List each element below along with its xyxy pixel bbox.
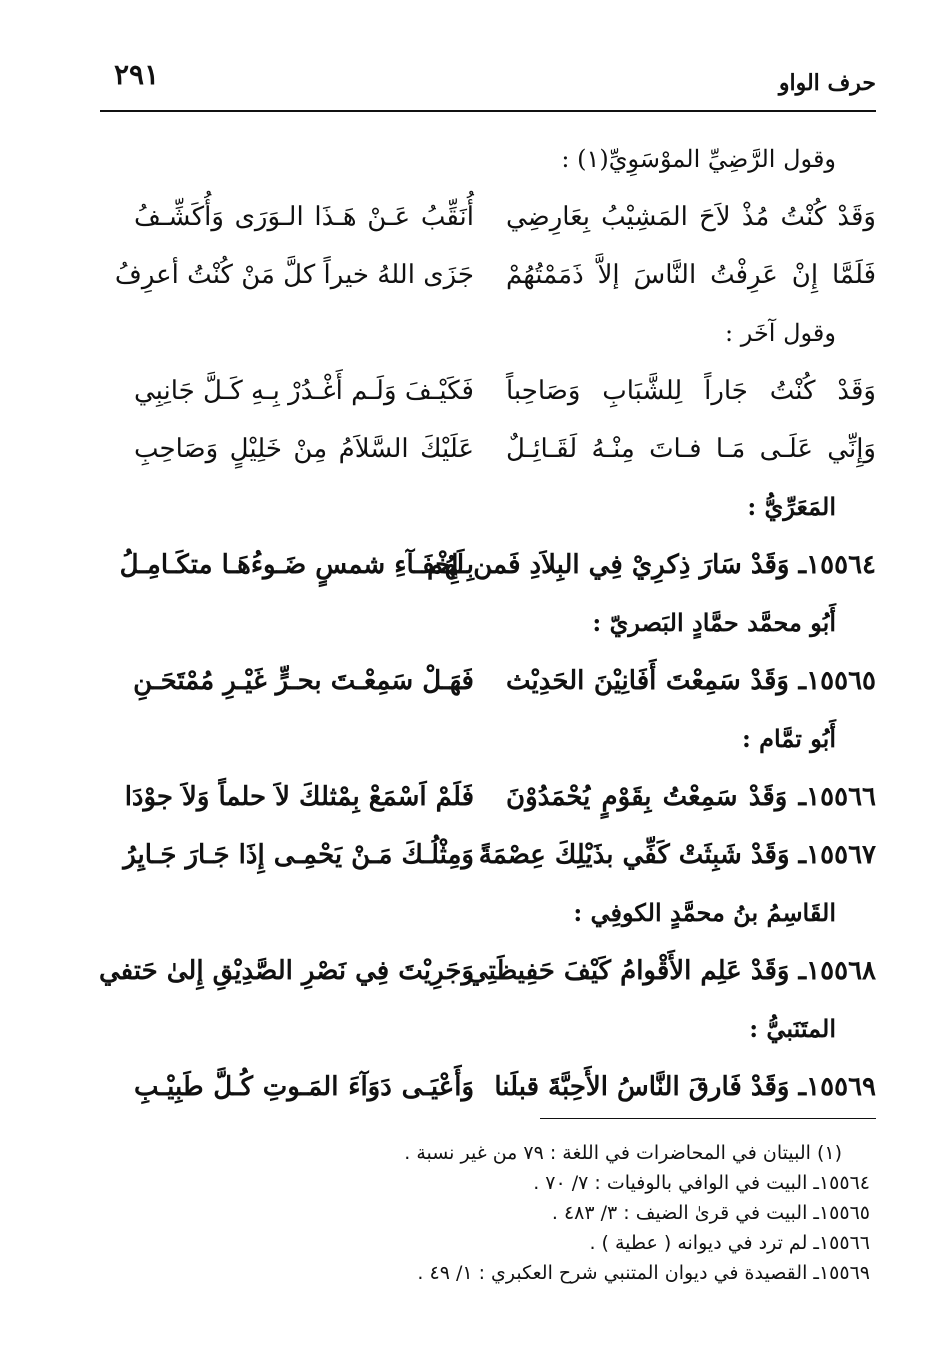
header-rule [100,110,876,112]
second-hemistich: وَمِثْلُـكَ مَـنْ يَحْمِـى إِذَا جَـارَ جَـايِرُ [123,840,474,870]
second-hemistich: عَلَيْكَ السَّلاَمُ مِنْ خَلِيْلٍ وَصَاحِبِ [134,434,474,464]
verse-line [100,420,876,478]
verse-line [100,652,876,710]
first-hemistich-text: وَقَدْ سَمِعْتُ بِقَوْمٍ يُحْمَدُوْنَ [506,782,788,812]
first-hemistich [506,768,876,826]
footnote: ١٥٥٦٩ـ القصيدة في ديوان المتنبي شرح العكبري : ١/ ٤٩ . [417,1262,870,1284]
footnote: ١٥٥٦٤ـ البيت في الوافي بالوفيات : ٧/ ٧٠ . [533,1172,870,1194]
verse-line [100,188,876,246]
running-title: حرف الواو [778,70,876,96]
first-hemistich-text: وَقَدْ سَارَ ذِكرِيْ فِي البِلاَدِ فَمن لَهُم [426,550,790,580]
poetry-body [100,130,876,1116]
poet-attribution: أَبُو محمَّد حمَّادٍ البَصريّ : [592,608,836,637]
footnote: ١٥٥٦٦ـ لم ترد في ديوانه ( عطية ) . [589,1232,870,1254]
first-hemistich-text: وَإِنِّي عَلَـى مَـا فـاتَ مِنْـهُ لَقَـائِـلٌ [506,434,876,464]
verse-number: ١٥٥٦٤ـ [789,550,876,580]
second-hemistich: وَأَعْيَـى دَوَآءَ المَـوتِ كُـلَّ طَبِيْـبِ [134,1072,474,1102]
poet-attribution: المَعَرِّيُّ : [747,492,836,521]
footnote: (١) البيتان في المحاضرات في اللغة : ٧٩ من غير نسبة . [404,1142,842,1164]
verse-line [100,826,876,884]
poet-attribution: المتَنَبيُّ : [749,1014,836,1043]
first-hemistich-text: وَقَدْ كُنْتُ مُذْ لاَحَ المَشِيْبُ بِعَارِضِي [506,202,876,232]
verse-number: ١٥٥٦٦ـ [787,782,876,812]
second-hemistich: فَكَيْـفَ وَلَـم أَغْـدُرْ بِـهِ كَـلَّ جَانِبِي [134,376,474,406]
first-hemistich-text: وَقَدْ فَارقَ النَّاسُ الأَحِبَّةَ قبلَنا [494,1072,790,1102]
verse-line [100,536,876,594]
second-hemistich: فَهَـلْ سَمِعْـتَ بحـرٍّ غَيْـرِ مُمْتَحَـنِ [133,666,474,696]
poet-attribution: وقول الرَّضِيِّ الموْسَوِيِّ(١) : [561,145,836,173]
first-hemistich-text: وَقَدْ سَمِعْتَ أَفَانِيْنَ الحَدِيْث [506,666,789,696]
poet-attribution: القَاسِمُ بنُ محمَّدٍ الكوفِي : [573,898,836,927]
verse-number: ١٥٥٦٨ـ [789,956,876,986]
first-hemistich-text: وَقَدْ كُنْتُ جَاراً لِلشَّبَابِ وَصَاحِباً [506,376,876,406]
footnote-rule [540,1118,876,1119]
first-hemistich [426,536,876,594]
first-hemistich [506,188,876,246]
second-hemistich: فَلَمْ اَسْمَعْ بِمْثلكَ لاَ حلماً وَلاَ جوْدَا [124,782,474,812]
first-hemistich [506,246,876,304]
verse-line [100,362,876,420]
verse-line [100,768,876,826]
first-hemistich [506,652,876,710]
verse-number: ١٥٥٦٩ـ [789,1072,876,1102]
second-hemistich: وَجَرِيْتَ فِي نَصْرِ الصَّدِيْقِ إِلىٰ حَتفي [98,956,474,986]
second-hemistich: جَزَى اللهُ خيراً كلَّ مَنْ كُنْتُ أعرِفُ [114,260,474,290]
verse-number: ١٥٥٦٧ـ [789,840,876,870]
page-header [100,58,876,102]
verse-line [100,942,876,1000]
first-hemistich [506,362,876,420]
second-hemistich: بِـإِخْفَـآءِ شمسٍ ضَـوءُهَـا متكَـامِـلُ [119,550,474,580]
footnote: ١٥٥٦٥ـ البيت في قرىٰ الضيف : ٣/ ٤٨٣ . [551,1202,870,1224]
second-hemistich: أُنَقِّبُ عَـنْ هَـذَا الـوَرَى وَأُكَشِّـفُ [134,202,474,232]
poet-attribution: أَبُو تمَّام : [741,724,836,753]
first-hemistich [478,826,876,884]
page-number: ٢٩١ [114,58,160,91]
verse-line [100,1058,876,1116]
first-hemistich [466,942,876,1000]
footnotes [316,1138,876,1288]
first-hemistich-text: وَقَدْ عَلِم الأَقْوامُ كَيْفَ حَفِيظَتِي [466,956,790,986]
first-hemistich-text: فَلَمَّا إِنْ عَرِفْتُ النَّاسَ إلاَّ ذَمَمْتُهُمْ [506,260,876,290]
verse-number: ١٥٥٦٥ـ [789,666,877,696]
first-hemistich-text: وَقَدْ شَبِثَتْ كَفِّي بذَيْلِكَ عِصْمَةً [478,840,790,870]
first-hemistich [494,1058,876,1116]
first-hemistich [506,420,876,478]
poet-attribution: وقول آخَر : [725,319,836,347]
verse-line [100,246,876,304]
